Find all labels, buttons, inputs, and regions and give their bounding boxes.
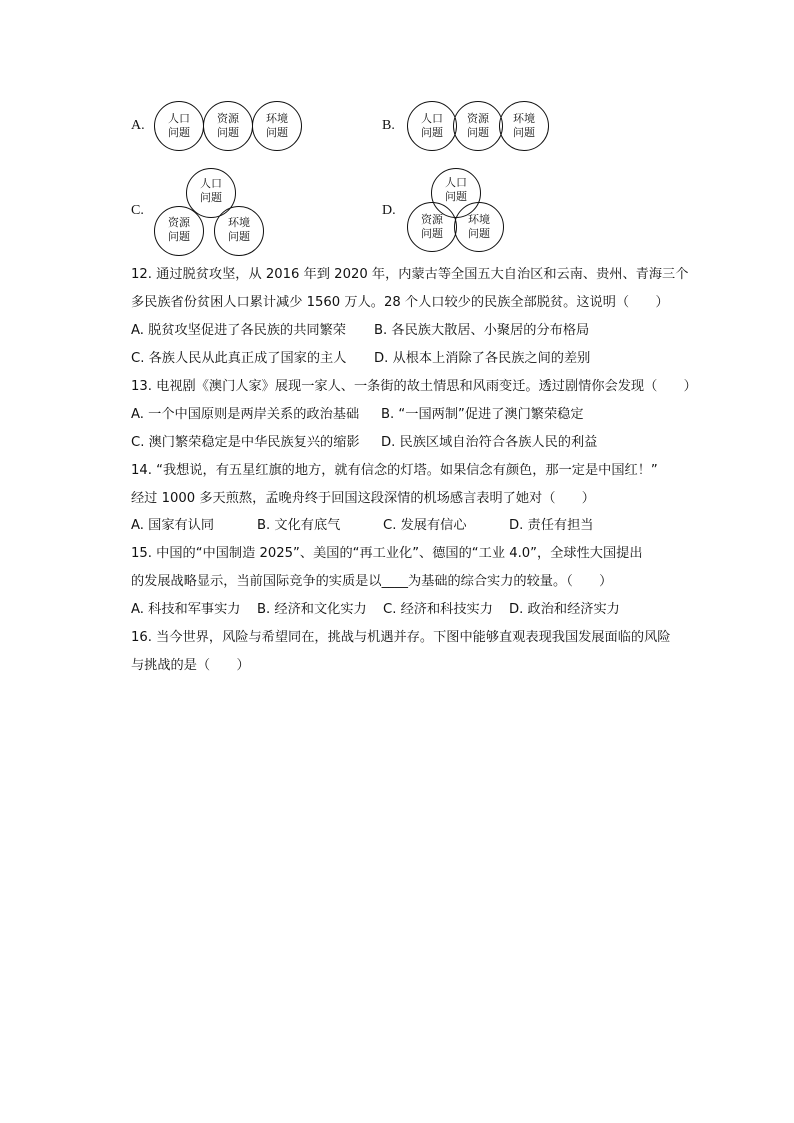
- q16-stem-line2: 与挑战的是（ ）: [131, 658, 250, 673]
- label-environment: 环境 问题: [228, 216, 250, 243]
- three-circles-overlapping-row-diagram: [407, 101, 557, 153]
- q13-options-row2: [131, 434, 598, 452]
- label-resources: 资源 问题: [217, 112, 239, 139]
- option-letter: D.: [382, 203, 396, 218]
- q12-stem-line2: 多民族省份贫困人口累计减少 1560 万人。28 个人口较少的民族全部脱贫。这说明（ ）: [131, 295, 669, 310]
- label-resources: 资源 问题: [421, 213, 443, 240]
- q14-option-c[interactable]: C. 发展有信心: [383, 518, 467, 533]
- q13-options-row1: [131, 406, 584, 424]
- q14-stem-line2: 经过 1000 多天煎熬，孟晚舟终于回国这段深情的机场感言表明了她对（ ）: [131, 491, 595, 506]
- option-letter: B.: [382, 118, 395, 133]
- q12-options-row1: [131, 322, 590, 340]
- q15-options-row: [131, 601, 620, 619]
- three-circles-touching-triangle-diagram: [154, 168, 266, 258]
- q14-option-d[interactable]: D. 责任有担当: [509, 518, 594, 533]
- q15-stem-line1: 15. 中国的“中国制造 2025”、美国的“再工业化”、德国的“工业 4.0”，全球性大国提出: [131, 546, 643, 561]
- q14-stem-line1: 14. “我想说，有五星红旗的地方，就有信念的灯塔。如果信念有颜色，那一定是中国红！”: [131, 463, 658, 478]
- label-environment: 环境 问题: [266, 112, 288, 139]
- three-circles-separate-diagram: [154, 101, 306, 153]
- q12-option-d[interactable]: D. 从根本上消除了各民族之间的差别: [374, 351, 591, 366]
- q12-option-c[interactable]: C. 各族人民从此真正成了国家的主人: [131, 351, 347, 366]
- q13-option-a[interactable]: A. 一个中国原则是两岸关系的政治基础: [131, 407, 360, 422]
- label-population: 人口 问题: [168, 112, 190, 139]
- q12-option-b[interactable]: B. 各民族大散居、小聚居的分布格局: [374, 323, 590, 338]
- q14-option-b[interactable]: B. 文化有底气: [257, 518, 341, 533]
- q12-options-row2: [131, 350, 591, 368]
- q13-option-c[interactable]: C. 澳门繁荣稳定是中华民族复兴的缩影: [131, 435, 360, 450]
- q15-option-b[interactable]: B. 经济和文化实力: [257, 602, 367, 617]
- label-population: 人口 问题: [421, 112, 443, 139]
- three-circles-overlapping-venn-diagram: [407, 168, 507, 258]
- label-population: 人口 问题: [200, 177, 222, 204]
- q15-stem-line2: [131, 573, 612, 591]
- label-resources: 资源 问题: [467, 112, 489, 139]
- q15-stem-part2: 为基础的综合实力的较量。（ ）: [407, 574, 613, 589]
- q14-options-row: [131, 517, 594, 535]
- q12-option-a[interactable]: A. 脱贫攻坚促进了各民族的共同繁荣: [131, 323, 346, 338]
- option-letter: C.: [131, 203, 144, 218]
- q14-option-a[interactable]: A. 国家有认同: [131, 518, 215, 533]
- q15-answer-blank[interactable]: ____: [381, 574, 408, 589]
- label-resources: 资源 问题: [168, 216, 190, 243]
- q16-stem-line1: 16. 当今世界，风险与希望同在，挑战与机遇并存。下图中能够直观表现我国发展面临的风险: [131, 630, 671, 645]
- q15-stem-part1: 的发展战略显示，当前国际竞争的实质是以: [131, 574, 382, 589]
- q13-option-b[interactable]: B. “一国两制”促进了澳门繁荣稳定: [381, 407, 584, 422]
- q12-stem-line1: 12. 通过脱贫攻坚，从 2016 年到 2020 年，内蒙古等全国五大自治区和云南、贵州、青海三个: [131, 267, 689, 282]
- q13-stem: 13. 电视剧《澳门人家》展现一家人、一条街的故土情思和风雨变迁。透过剧情你会发现（ ）: [131, 379, 697, 394]
- q15-option-a[interactable]: A. 科技和军事实力: [131, 602, 241, 617]
- label-environment: 环境 问题: [468, 213, 490, 240]
- q15-option-d[interactable]: D. 政治和经济实力: [509, 602, 620, 617]
- q15-option-c[interactable]: C. 经济和科技实力: [383, 602, 493, 617]
- label-population: 人口 问题: [445, 176, 467, 203]
- option-letter: A.: [131, 118, 145, 133]
- q13-option-d[interactable]: D. 民族区域自治符合各族人民的利益: [381, 435, 598, 450]
- label-environment: 环境 问题: [513, 112, 535, 139]
